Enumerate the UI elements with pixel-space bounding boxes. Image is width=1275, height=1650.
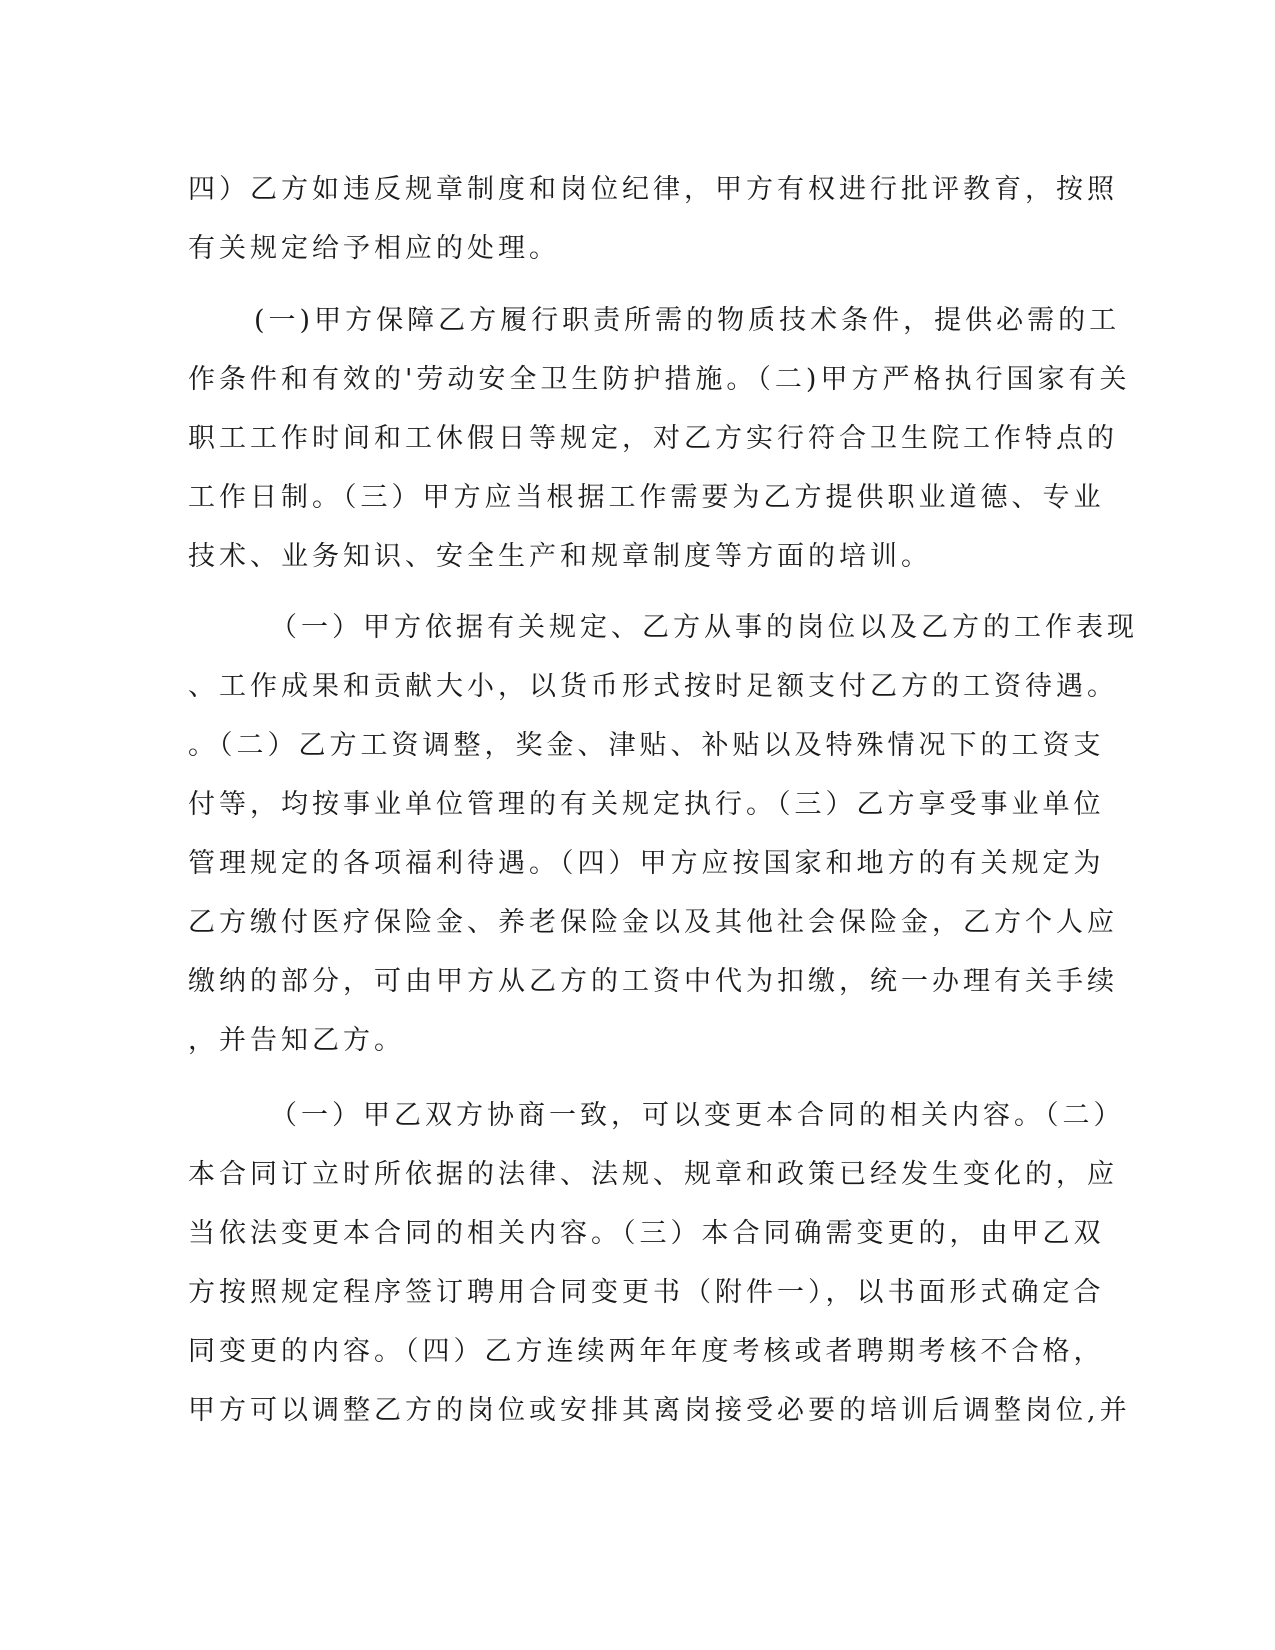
text-line: 有关规定给予相应的处理。: [188, 233, 560, 264]
text-line: 乙方缴付医疗保险金、养老保险金以及其他社会保险金，乙方个人应: [188, 907, 1118, 938]
text-line: 方按照规定程序签订聘用合同变更书（附件一），以书面形式确定合: [188, 1277, 1105, 1308]
text-line: （一）甲乙双方协商一致，可以变更本合同的相关内容。（二）: [270, 1100, 1125, 1131]
document-body: [188, 160, 1138, 1440]
paragraph-wages-benefits: [188, 598, 1138, 1070]
text-line: 职工工作时间和工休假日等规定，对乙方实行符合卫生院工作特点的: [188, 423, 1118, 454]
text-line: 同变更的内容。（四）乙方连续两年年度考核或者聘期考核不合格，: [188, 1336, 1105, 1367]
text-line: 、工作成果和贡献大小，以货币形式按时足额支付乙方的工资待遇。: [188, 671, 1118, 702]
text-line: 付等，均按事业单位管理的有关规定执行。（三）乙方享受事业单位: [188, 789, 1105, 820]
text-line: 甲方可以调整乙方的岗位或安排其离岗接受必要的培训后调整岗位,并: [188, 1395, 1131, 1426]
text-line: 本合同订立时所依据的法律、法规、规章和政策已经发生变化的，应: [188, 1159, 1118, 1190]
text-line: (一)甲方保障乙方履行职责所需的物质技术条件，提供必需的工: [254, 305, 1121, 336]
text-line: 管理规定的各项福利待遇。（四）甲方应按国家和地方的有关规定为: [188, 848, 1105, 879]
text-line: 工作日制。（三）甲方应当根据工作需要为乙方提供职业道德、专业: [188, 482, 1105, 513]
paragraph-discipline: [188, 160, 1118, 278]
text-line: 缴纳的部分，可由甲方从乙方的工资中代为扣缴，统一办理有关手续: [188, 966, 1118, 997]
text-line: 四）乙方如违反规章制度和岗位纪律，甲方有权进行批评教育，按照: [188, 174, 1118, 205]
text-line: 作条件和有效的'劳动安全卫生防护措施。（二)甲方严格执行国家有关: [188, 364, 1131, 395]
text-line: 当依法变更本合同的相关内容。（三）本合同确需变更的，由甲乙双: [188, 1218, 1105, 1249]
text-line: 技术、业务知识、安全生产和规章制度等方面的培训。: [188, 541, 932, 572]
text-line: ，并告知乙方。: [188, 1025, 405, 1056]
text-line: （一）甲方依据有关规定、乙方从事的岗位以及乙方的工作表现: [270, 612, 1138, 643]
text-line: 。（二）乙方工资调整，奖金、津贴、补贴以及特殊情况下的工资支: [188, 730, 1105, 761]
paragraph-contract-changes: [188, 1086, 1131, 1440]
paragraph-working-conditions: [188, 291, 1131, 586]
